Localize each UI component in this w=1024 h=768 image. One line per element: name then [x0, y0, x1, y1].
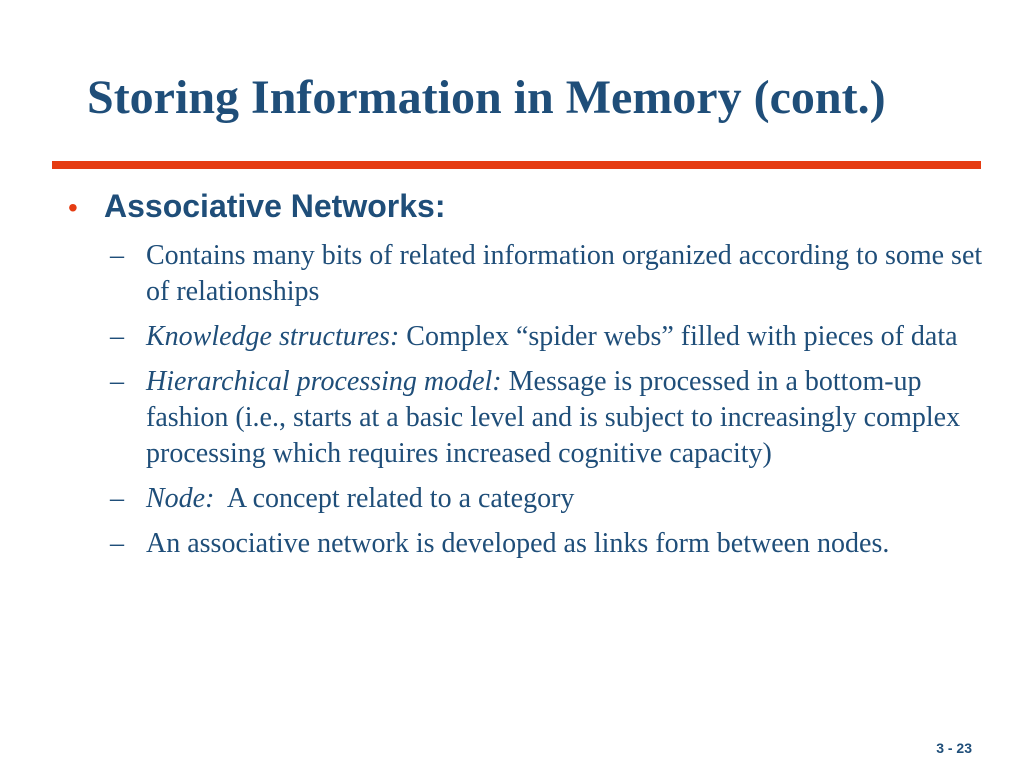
bullet-icon: • — [68, 192, 78, 223]
dash-icon: – — [110, 366, 124, 397]
sub-bullet-item — [110, 238, 990, 310]
sub-bullet-item — [110, 319, 990, 355]
description: Message is processed in a bottom-up fashion (i.e., starts at a basic level and is subject to increasingly complex processing which requires increased cognitive capacity) — [146, 366, 961, 469]
dash-icon: – — [110, 483, 124, 514]
description: Complex “spider webs” filled with pieces of data — [399, 321, 958, 352]
description: A concept related to a category — [214, 483, 575, 514]
dash-icon: – — [110, 321, 124, 352]
sub-bullet-text — [146, 481, 990, 517]
bullet-heading: Associative Networks: — [104, 188, 446, 224]
sub-bullet-text — [146, 238, 990, 310]
description: An associative network is developed as links form between nodes. — [146, 528, 890, 559]
sub-bullet-list — [110, 238, 990, 571]
term-label: Hierarchical processing model: — [146, 366, 502, 397]
dash-icon: – — [110, 528, 124, 559]
sub-bullet-item — [110, 526, 990, 562]
dash-icon: – — [110, 240, 124, 271]
term-label: Knowledge structures: — [146, 321, 400, 352]
sub-bullet-text — [146, 364, 990, 472]
main-bullet — [68, 186, 445, 226]
sub-bullet-text — [146, 319, 990, 355]
slide-title: Storing Information in Memory (cont.) — [87, 71, 886, 124]
sub-bullet-item — [110, 364, 990, 472]
sub-bullet-item — [110, 481, 990, 517]
description: Contains many bits of related information organized according to some set of relationships — [146, 240, 983, 307]
sub-bullet-text — [146, 526, 990, 562]
term-label: Node: — [146, 483, 215, 514]
page-number: 3 - 23 — [936, 740, 972, 756]
title-divider — [52, 161, 981, 169]
